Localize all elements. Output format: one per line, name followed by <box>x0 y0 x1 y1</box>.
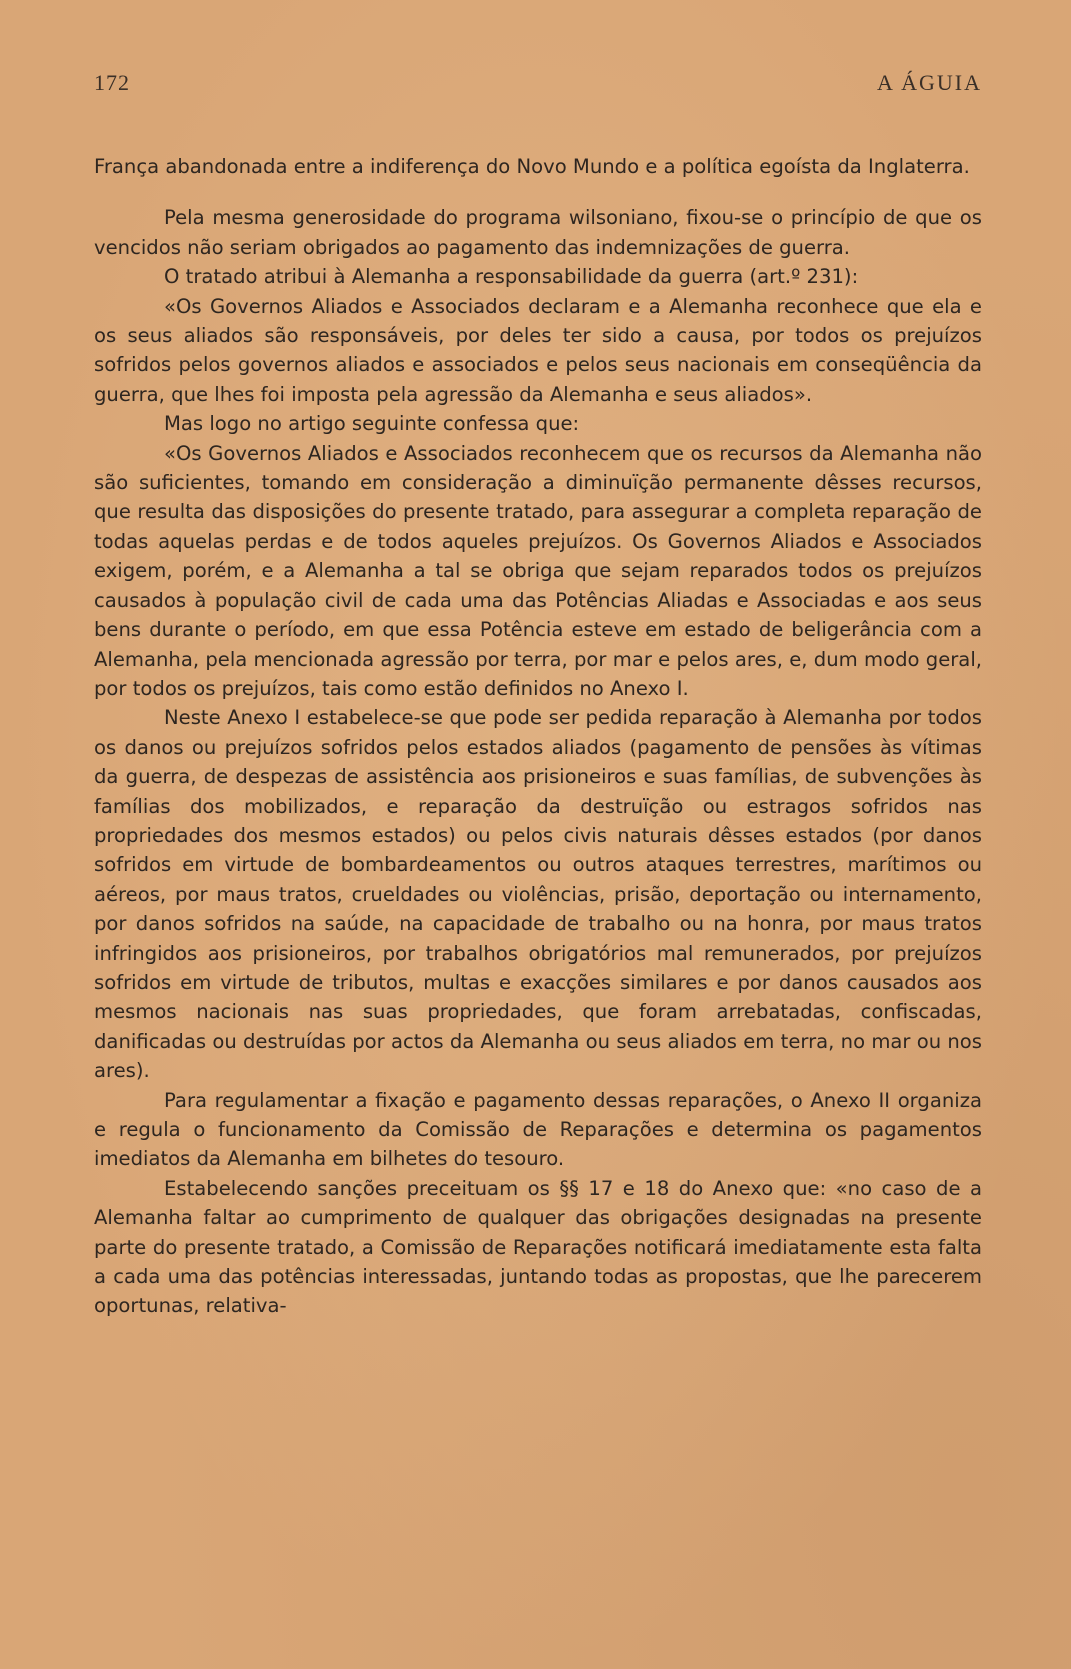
paragraph-wilson-program: Pela mesma generosidade do programa wilsoniano, fixou-se o princípio de que os vencidos não seriam obrigados ao pagamento das indemnizações de guerra. <box>94 206 982 259</box>
paragraph-sanctions: Estabelecendo sanções preceituam os §§ 17 e 18 do Anexo que: «no caso de a Alemanha faltar ao cumprimento de qualquer das obrigações designadas na presente parte do presente tratado, a Comissão de Reparações notificará imediatamente esta falta a cada uma das potências interessadas, juntando todas as propostas, que lhe parecerem oportunas, relativa- <box>94 1176 982 1318</box>
paragraph-france: França abandonada entre a indiferença do Novo Mundo e a política egoísta da Inglaterra. <box>94 155 970 178</box>
page-number: 172 <box>94 70 130 95</box>
paragraph-annex-ii: Para regulamentar a fixação e pagamento dessas reparações, o Anexo II organiza e regula o funcionamento da Comissão de Reparações e determina os pagamentos imediatos da Alemanha em bilhetes do tesouro. <box>94 1088 982 1171</box>
body-text <box>94 152 982 1321</box>
book-page <box>94 70 982 1630</box>
journal-title: A ÁGUIA <box>876 70 982 95</box>
paragraph-next-article: Mas logo no artigo seguinte confessa que: <box>164 412 580 436</box>
running-head <box>94 70 982 100</box>
quote-article-232: «Os Governos Aliados e Associados reconhecem que os recursos da Alemanha não são suficientes, tomando em consideração a diminuïção permanente dêsses recursos, que resulta das disposições do presente tratado, para assegurar a completa reparação de todas aquelas perdas e de todos aqueles prejuízos. Os Governos Aliados e Associados exigem, porém, e a Alemanha a tal se obriga que sejam reparados todos os prejuízos causados à população civil de cada uma das Potências Aliadas e Associadas e aos seus bens durante o período, em que essa Potência esteve em estado de beligerância com a Alemanha, pela mencionada agressão por terra, por mar e pelos ares, e, dum modo geral, por todos os prejuízos, tais como estão definidos no Anexo I. <box>94 441 982 700</box>
quote-article-231: «Os Governos Aliados e Associados declaram e a Alemanha reconhece que ela e os seus aliados são responsáveis, por deles ter sido a causa, por todos os prejuízos sofridos pelos governos aliados e associados e pelos seus nacionais em conseqüência da guerra, que lhes foi imposta pela agressão da Alemanha e seus aliados». <box>94 294 982 406</box>
paragraph-annex-i: Neste Anexo I estabelece-se que pode ser pedida reparação à Alemanha por todos os danos ou prejuízos sofridos pelos estados aliados (pagamento de pensões às vítimas da guerra, de despezas de assistência aos prisioneiros e suas famílias, de subvenções às famílias dos mobilizados, e reparação da destruïção ou estragos sofridos nas propriedades dos mesmos estados) ou pelos civis naturais dêsses estados (por danos sofridos em virtude de bombardeamentos ou outros ataques terrestres, marítimos ou aéreos, por maus tratos, crueldades ou violências, prisão, deportação ou internamento, por danos sofridos na saúde, na capacidade de trabalho ou na honra, por maus tratos infringidos aos prisioneiros, por trabalhos obrigatórios mal remunerados, por prejuízos sofridos em virtude de tributos, multas e exacções similares e por danos causados aos mesmos nacionais nas suas propriedades, que foram arrebatadas, confiscadas, danificadas ou destruídas por actos da Alemanha ou seus aliados em terra, no mar ou nos ares). <box>94 706 982 1083</box>
paragraph-article-231: O tratado atribui à Alemanha a responsabilidade da guerra (art.º 231): <box>164 265 859 289</box>
